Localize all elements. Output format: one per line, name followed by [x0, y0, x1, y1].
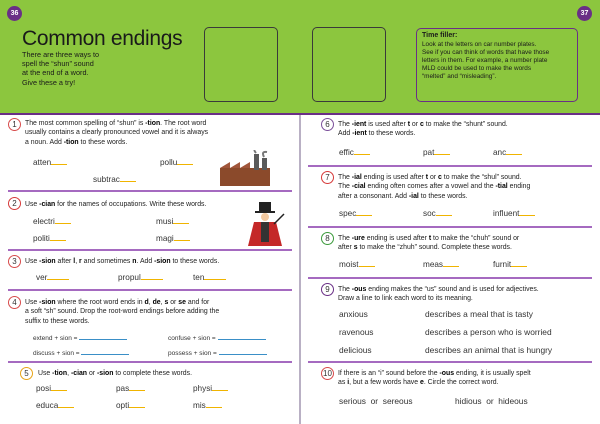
top-hat: [259, 202, 271, 212]
answer-blank[interactable]: [359, 260, 375, 267]
divider: [8, 361, 292, 363]
exercise-number-1: 1: [8, 118, 21, 131]
word-posi: posi: [36, 384, 67, 393]
sticker-box-2: [312, 27, 386, 102]
sum-possess: possess + sion =: [168, 348, 267, 357]
factory-body: [220, 168, 270, 186]
divider: [8, 249, 292, 251]
sticker-box-1: [204, 27, 278, 102]
page-title: Common endings: [22, 27, 183, 50]
face: [261, 213, 269, 221]
word-anc: anc: [493, 148, 522, 157]
answer-blank[interactable]: [204, 273, 226, 280]
word-spec: spec: [339, 209, 372, 218]
divider: [308, 361, 592, 363]
word-ten: ten: [193, 273, 226, 282]
answer-blank[interactable]: [443, 260, 459, 267]
word-musi: musi: [156, 217, 189, 226]
exercise-number-7: 7: [321, 171, 334, 184]
exercise-number-5: 5: [20, 367, 33, 380]
answer-blank[interactable]: [51, 158, 67, 165]
match-meaning-hungry[interactable]: describes an animal that is hungry: [425, 345, 553, 355]
divider: [8, 190, 292, 192]
match-word-anxious[interactable]: anxious: [339, 309, 368, 319]
word-politi: politi: [33, 234, 66, 243]
answer-blank[interactable]: [55, 217, 71, 224]
answer-line[interactable]: [219, 348, 267, 355]
word-meas: meas: [423, 260, 459, 269]
exercise-number-8: 8: [321, 232, 334, 245]
magician-illustration: [246, 200, 286, 248]
answer-blank[interactable]: [120, 175, 136, 182]
factory-chimney: [262, 158, 267, 170]
answer-blank[interactable]: [47, 273, 69, 280]
word-opti: opti: [116, 401, 145, 410]
word-influent: influent: [493, 209, 535, 218]
word-educa: educa: [36, 401, 74, 410]
word-pat: pat: [423, 148, 450, 157]
word-physi: physi: [193, 384, 228, 393]
exercise-number-2: 2: [8, 197, 21, 210]
exercise-9-instructions: The -ous ending makes the “us” sound and is used for adjectives. Draw a line to link each word to its meaning.: [338, 286, 539, 303]
answer-blank[interactable]: [434, 148, 450, 155]
answer-blank[interactable]: [519, 209, 535, 216]
answer-blank[interactable]: [141, 273, 163, 280]
answer-blank[interactable]: [50, 234, 66, 241]
factory-roof: [220, 162, 250, 168]
word-propul: propul: [118, 273, 163, 282]
match-meaning-tasty[interactable]: describes a meal that is tasty: [425, 309, 533, 319]
answer-blank[interactable]: [129, 401, 145, 408]
match-word-delicious[interactable]: delicious: [339, 345, 372, 355]
answer-blank[interactable]: [173, 217, 189, 224]
word-magi: magi: [156, 234, 190, 243]
answer-blank[interactable]: [436, 209, 452, 216]
factory-illustration: [218, 150, 274, 188]
exercise-5-instructions: Use -tion, -cian or -sion to complete these words.: [38, 370, 192, 377]
divider: [308, 165, 592, 167]
word-effic: effic: [339, 148, 370, 157]
choice-hideous[interactable]: hidious or hideous: [455, 396, 528, 406]
divider: [308, 277, 592, 279]
word-ver: ver: [36, 273, 69, 282]
word-atten: atten: [33, 158, 67, 167]
exercise-1-instructions: The most common spelling of “shun” is -tion. The root word usually contains a clearly pronounced vowel and it is always a noun. Add -tion to these words.: [25, 120, 209, 146]
answer-line[interactable]: [81, 348, 129, 355]
exercise-6-instructions: The -ient is used after t or c to make the “shunt” sound. Add -ient to these words.: [338, 121, 508, 138]
answer-blank[interactable]: [177, 158, 193, 165]
answer-blank[interactable]: [356, 209, 372, 216]
exercise-number-9: 9: [321, 283, 334, 296]
word-moist: moist: [339, 260, 375, 269]
time-filler-box: Time filler: Look at the letters on car number plates. See if you can think of words that have those letters in them. For example, a number plate MLD could be used to make the words “melted” and “misleading”.: [416, 28, 578, 102]
match-word-ravenous[interactable]: ravenous: [339, 327, 374, 337]
answer-blank[interactable]: [511, 260, 527, 267]
time-filler-title: Time filler:: [422, 32, 458, 39]
exercise-number-10: 10: [321, 367, 334, 380]
divider: [308, 226, 592, 228]
page-gutter: [299, 115, 301, 424]
sum-extend: extend + sion =: [33, 333, 127, 342]
answer-blank[interactable]: [506, 148, 522, 155]
word-pollu: pollu: [160, 158, 193, 167]
exercise-7-instructions: The -ial ending is used after t or c to make the “shul” sound. The -cial ending often comes after a vowel and the -tial ending after a consonant. Add -ial to these words.: [338, 174, 531, 200]
answer-blank[interactable]: [212, 384, 228, 391]
exercise-number-3: 3: [8, 255, 21, 268]
page-number-right: 37: [577, 6, 592, 21]
exercise-3-instructions: Use -sion after l, r and sometimes n. Add -sion to these words.: [25, 258, 220, 265]
answer-blank[interactable]: [206, 401, 222, 408]
answer-blank[interactable]: [51, 384, 67, 391]
exercise-number-4: 4: [8, 296, 21, 309]
answer-blank[interactable]: [354, 148, 370, 155]
word-subtrac: subtrac: [93, 175, 136, 184]
word-soc: soc: [423, 209, 452, 218]
answer-blank[interactable]: [58, 401, 74, 408]
choice-serious[interactable]: serious or sereous: [339, 396, 413, 406]
answer-line[interactable]: [79, 333, 127, 340]
word-furnit: furnit: [493, 260, 527, 269]
exercise-2-instructions: Use -cian for the names of occupations. Write these words.: [25, 201, 207, 208]
page-number-left: 36: [7, 6, 22, 21]
match-meaning-worried[interactable]: describes a person who is worried: [425, 327, 552, 337]
intro-text: There are three ways to spell the “shun” sound at the end of a word. Give these a try!: [22, 50, 100, 87]
answer-blank[interactable]: [174, 234, 190, 241]
wand: [274, 214, 284, 224]
word-electri: electri: [33, 217, 71, 226]
exercise-10-instructions: If there is an “i” sound before the -ous ending, it is usually spelt as i, but a few words have e. Circle the correct word.: [338, 370, 531, 387]
sum-confuse: confuse + sion =: [168, 333, 266, 342]
sum-discuss: discuss + sion =: [33, 348, 129, 357]
exercise-number-6: 6: [321, 118, 334, 131]
divider: [8, 289, 292, 291]
word-mis: mis: [193, 401, 222, 410]
factory-chimney: [254, 154, 259, 170]
word-pas: pas: [116, 384, 145, 393]
exercise-4-instructions: Use -sion where the root word ends in d, de, s or se and for a soft “sh” sound. Drop the root-word endings before adding the suffix to these words.: [25, 299, 220, 325]
suit: [261, 222, 269, 242]
answer-line[interactable]: [218, 333, 266, 340]
answer-blank[interactable]: [129, 384, 145, 391]
exercise-8-instructions: The -ure ending is used after t to make the “chuh” sound or after s to make the “zhuh” sound. Complete these words.: [338, 235, 520, 252]
